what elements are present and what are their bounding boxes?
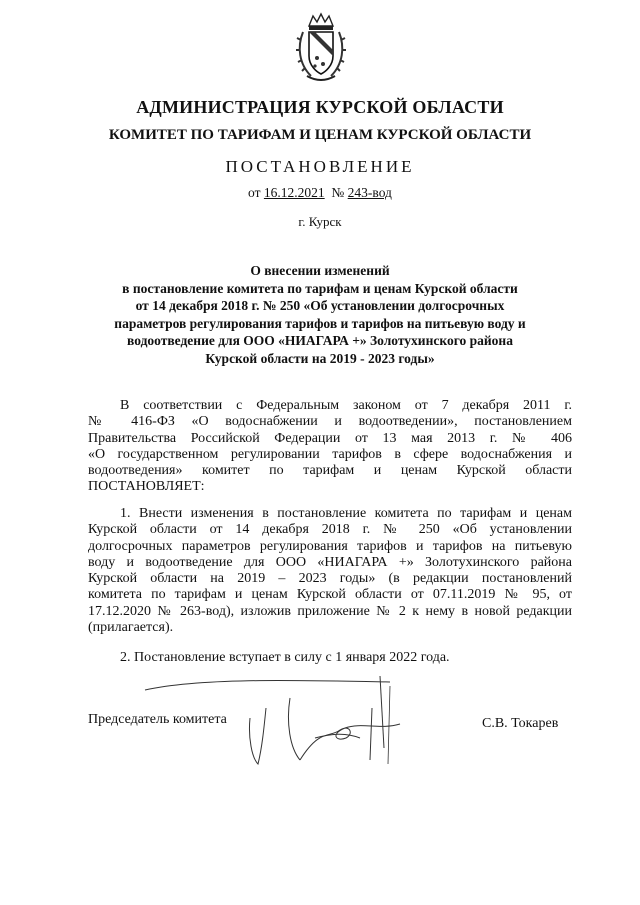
title-line: от 14 декабря 2018 г. № 250 «Об установлении долгосрочных: [135, 298, 505, 313]
handwritten-signature: [140, 668, 430, 768]
body-line: № 416-ФЗ «О водоснабжении и водоотведении», постановлением: [88, 414, 572, 430]
signatory-name: С.В. Токарев: [482, 716, 559, 731]
clause-2-paragraph: [88, 650, 572, 666]
signatory-position: Председатель комитета: [88, 712, 227, 727]
body-line: 17.12.2020 № 263-вод), изложив приложение № 2 к нему в новой редакции: [88, 603, 572, 619]
title-line: Курской области на 2019 - 2023 годы»: [205, 350, 435, 366]
title-line: параметров регулирования тарифов и тарифов на питьевую воду и: [114, 315, 526, 331]
body-line: долгосрочных параметров регулирования тарифов и тарифов на питьевую: [88, 538, 572, 554]
body-line: Курской области от 14 декабря 2018 г. № 250 «Об установлении: [88, 522, 572, 538]
number-prefix: №: [331, 185, 345, 200]
organization-name: АДМИНИСТРАЦИЯ КУРСКОЙ ОБЛАСТИ: [136, 97, 504, 117]
body-line: Курской области на 2019 – 2023 годы» (в редакции постановлений: [88, 571, 572, 587]
body-line: (прилагается).: [88, 620, 174, 636]
clause-1-paragraph: [88, 506, 572, 636]
document-type: ПОСТАНОВЛЕНИЕ: [225, 157, 415, 176]
body-line: 1. Внести изменения в постановление комитета по тарифам и ценам: [120, 506, 572, 521]
date-prefix: от: [248, 185, 261, 200]
body-line: 2. Постановление вступает в силу с 1 января 2022 года.: [120, 650, 450, 665]
document-number: 243-вод: [347, 185, 392, 200]
preamble-paragraph: [88, 398, 572, 496]
title-line: в постановление комитета по тарифам и ценам Курской области: [122, 280, 518, 296]
body-line: комитета по тарифам и ценам Курской области от 07.11.2019 № 95, от: [88, 587, 572, 603]
date-number-line: [0, 185, 640, 201]
document-title: [0, 262, 640, 367]
body-line: В соответствии с Федеральным законом от 7 декабря 2011 г.: [120, 398, 572, 413]
body-line: ПОСТАНОВЛЯЕТ:: [88, 479, 205, 495]
title-line: водоотведение для ООО «НИАГАРА +» Золотухинского района: [127, 333, 513, 348]
body-line: воду и водоотведение для ООО «НИАГАРА +» Золотухинского района: [88, 554, 572, 570]
body-line: Правительства Российской Федерации от 13 мая 2013 г. № 406: [88, 430, 572, 446]
title-line: О внесении изменений: [250, 263, 390, 278]
body-line: «О государственном регулировании тарифов в сфере водоснабжения и: [88, 446, 572, 462]
document-date: 16.12.2021: [263, 185, 325, 200]
coat-of-arms-emblem: [295, 12, 347, 84]
city: г. Курск: [298, 214, 342, 229]
body-line: водоотведения» комитет по тарифам и ценам Курской области: [88, 463, 572, 479]
committee-name: КОМИТЕТ ПО ТАРИФАМ И ЦЕНАМ КУРСКОЙ ОБЛАСТИ: [108, 127, 532, 143]
